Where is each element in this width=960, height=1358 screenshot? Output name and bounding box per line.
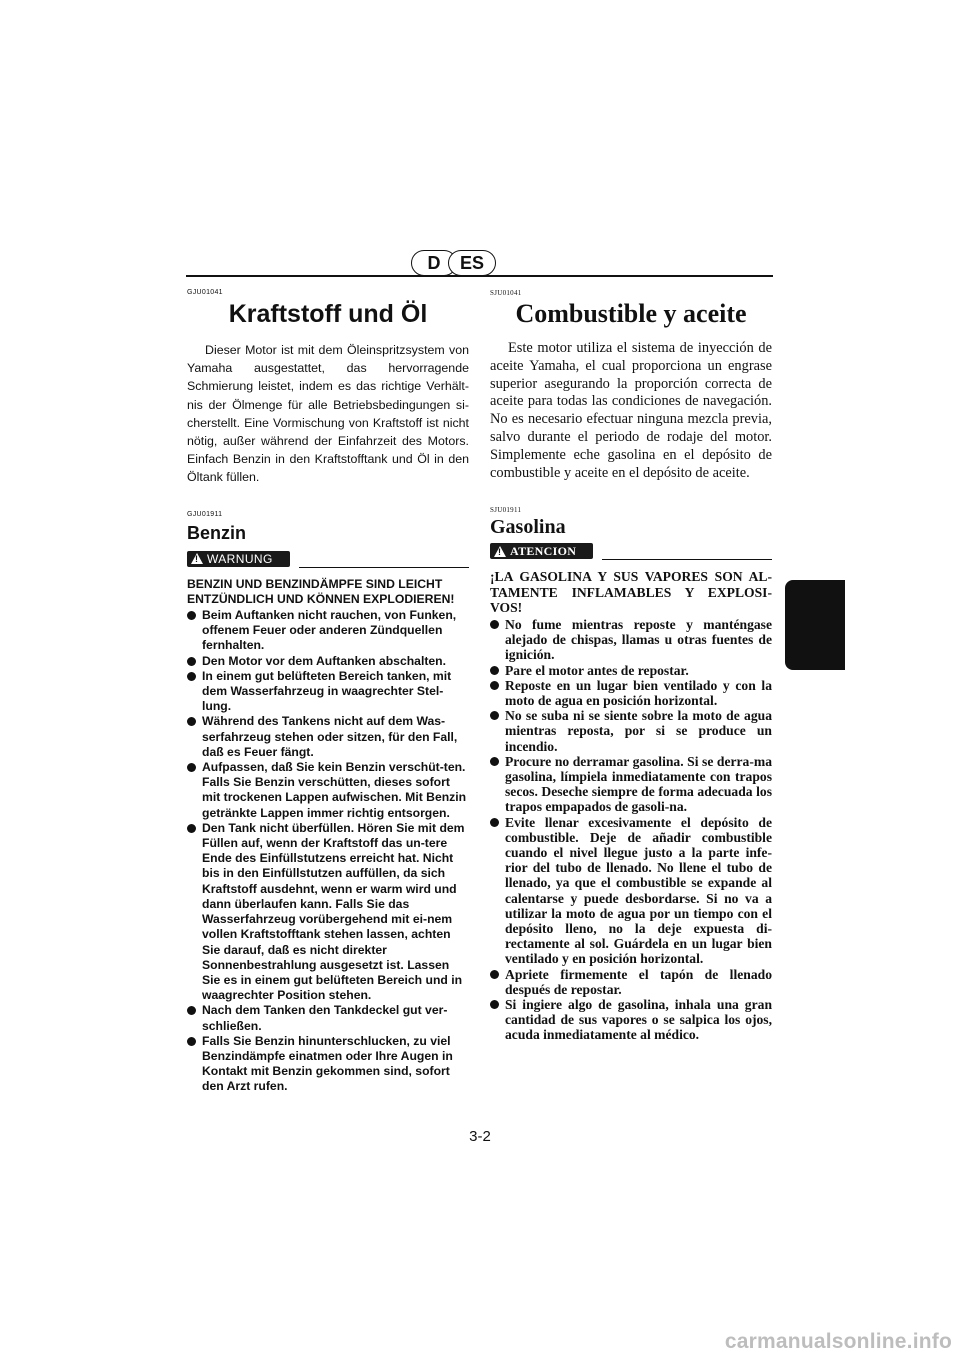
list-item-text: Si ingiere algo de gasolina, inhala una gran cantidad de sus vapores o se salpica los ojos, acuda inmediatamente al médico. — [505, 997, 772, 1043]
spanish-intro: Este motor utiliza el sistema de inyección de aceite Yamaha, el cual proporciona un engrase superior asegurando la proporción correcta de aceite para todas las condiciones de navegación. No es necesario efectuar ninguna mezcla previa, salvo durante el periodo de rodaje del motor. Simplemente eche gasolina en el depósito de combustible y aceite en el depósito de aceite. — [490, 340, 772, 481]
lang-badge-d: D — [411, 250, 457, 276]
bullet-icon — [187, 1006, 196, 1015]
bullet-icon — [490, 818, 499, 827]
spanish-warning-header — [490, 542, 772, 562]
bullet-icon — [187, 1037, 196, 1046]
bullet-icon — [187, 763, 196, 772]
bullet-icon — [490, 1000, 499, 1009]
list-item — [187, 608, 469, 654]
bullet-icon — [490, 681, 499, 690]
list-item — [490, 967, 772, 997]
list-item-text: Den Motor vor dem Auftanken abschalten. — [202, 653, 447, 668]
list-item-text: In einem gut belüfteten Bereich tanken, mit dem Wasserfahrzeug in waagrechter Stel-lung. — [202, 668, 452, 714]
list-item-text: Evite llenar excesivamente el depósito de combustible. Deje de añadir combustible cuando el nivel llegue justo a la parte infe-rior del tubo de llenado. No llene el tubo de llenado, ya que el combustible se expande al calentarse y puede desbordarse. Si no va a utilizar la moto de agua por un tiempo con el depósito lleno, no la deje expuesta di-rectamente al sol. Guárdela en un lugar bien ventilado y en posición horizontal. — [505, 814, 772, 967]
list-item-text: Den Tank nicht überfüllen. Hören Sie mit dem Füllen auf, wenn der Kraftstoff das un-tere Ende des Einfüllstutzens erreicht hat. Nicht bis in den Einfüllstutzen auffüllen, da sich Kraftstoff ausdehnt, wenn er warm wird und dann überlaufen kann. Falls Sie das Wasserfahrzeug vorübergehend mit ei-nem vollen Kraftstofftank stehen lassen, achten Sie darauf, daß es nicht direkter Sonnenbestrahlung ausgesetzt ist. Lassen Sie es in einem gut belüfteten Bereich und in waagrechter Position stehen. — [202, 820, 465, 1003]
list-item-text: No fume mientras reposte y manténgase alejado de chispas, llamas u otras fuentes de ignición. — [505, 616, 772, 663]
warning-rule — [602, 559, 772, 560]
warning-triangle-icon — [191, 553, 203, 564]
list-item — [490, 815, 772, 967]
bullet-icon — [490, 620, 499, 629]
list-item — [187, 669, 469, 715]
spanish-warning-badge — [490, 543, 593, 559]
german-warning-label: WARNUNG — [207, 551, 273, 566]
list-item — [187, 654, 469, 669]
list-item-text: No se suba ni se siente sobre la moto de agua mientras reposta, por si se produce un incendio. — [505, 708, 772, 754]
list-item — [490, 754, 772, 815]
german-bullet-list — [187, 608, 469, 1095]
lang-badge-es: ES — [448, 250, 496, 276]
german-intro: Dieser Motor ist mit dem Öleinspritzsystem von Yamaha ausgestattet, das hervorragende Schmierung leistet, indem es das richtige Verhält-nis der Ölmenge für alle Betriebsbedingungen si-cherstellt. Eine Vormischung von Kraftstoff ist nicht nötig, außer während der Einfahrzeit des Motors. Einfach Benzin in den Kraftstofftank und Öl in den Öltank füllen. — [187, 343, 469, 485]
list-item — [490, 708, 772, 754]
list-item-text: Falls Sie Benzin hinunterschlucken, zu viel Benzindämpfe einatmen oder Ihre Augen in Kontakt mit Benzin gekommen sind, sofort den Arzt rufen. — [202, 1033, 453, 1094]
list-item-text: Aufpassen, daß Sie kein Benzin verschüt-ten. Falls Sie Benzin verschütten, dieses sofort mit trockenen Lappen aufwischen. Mit Benzin getränkte Lappen immer richtig entsorgen. — [202, 760, 467, 820]
german-section-code: GJU01911 — [187, 510, 223, 518]
bullet-icon — [187, 657, 196, 666]
bullet-icon — [187, 672, 196, 681]
german-title: Kraftstoff und Öl — [228, 300, 428, 328]
list-item — [187, 821, 469, 1003]
german-section-title: Benzin — [187, 522, 247, 543]
german-code: GJU01041 — [187, 289, 223, 296]
list-item — [490, 678, 772, 708]
bullet-icon — [490, 970, 499, 979]
bullet-icon — [187, 611, 196, 620]
bullet-icon — [490, 757, 499, 766]
list-item-text: Nach dem Tanken den Tankdeckel gut ver-schließen. — [202, 1003, 448, 1033]
spanish-warning-lead: ¡LA GASOLINA Y SUS VAPORES SON AL-TAMENTE INFLAMABLES Y EXPLOSI-VOS! — [490, 569, 772, 615]
list-item-text: Reposte en un lugar bien ventilado y con la moto de agua en posición horizontal. — [505, 677, 772, 708]
spanish-column — [490, 289, 772, 1043]
german-warning-lead: BENZIN UND BENZINDÄMPFE SIND LEICHT ENTZÜNDLICH UND KÖNNEN EXPLODIEREN! — [187, 576, 455, 606]
list-item — [187, 1003, 469, 1033]
list-item-text: Beim Auftanken nicht rauchen, von Funken, offenem Feuer oder anderen Zündquellen fernhalten. — [202, 608, 457, 653]
list-item-text: Apriete firmemente el tapón de llenado después de repostar. — [505, 966, 772, 997]
spanish-title: Combustible y aceite — [515, 299, 747, 328]
spanish-warning-label: ATENCION — [510, 544, 577, 559]
list-item — [490, 663, 772, 678]
spanish-code: SJU01041 — [490, 289, 522, 297]
spanish-section-title: Gasolina — [490, 516, 566, 539]
list-item — [490, 617, 772, 663]
list-item-text: Procure no derramar gasolina. Si se derra-ma gasolina, límpiela inmediatamente con trapos secos. Deseche siempre de forma adecuada los trapos empapados de gasoli-na. — [505, 753, 772, 815]
list-item — [490, 997, 772, 1043]
german-warning-badge — [187, 551, 290, 567]
watermark-url[interactable]: carmanualsonline.info — [724, 1330, 952, 1353]
bullet-icon — [187, 717, 196, 726]
warning-rule — [299, 567, 469, 568]
list-item-text: Pare el motor antes de repostar. — [505, 662, 689, 678]
list-item-text: Während des Tankens nicht auf dem Was-serfahrzeug stehen oder sitzen, für den Fall, daß es Feuer fängt. — [202, 714, 458, 759]
spanish-section-code: SJU01911 — [490, 506, 522, 515]
bullet-icon — [490, 711, 499, 720]
list-item — [187, 760, 469, 821]
page-number: 3-2 — [469, 1128, 491, 1145]
bullet-icon — [490, 666, 499, 675]
list-item — [187, 714, 469, 760]
chapter-tab-edge — [805, 580, 845, 670]
bullet-icon — [187, 824, 196, 833]
german-warning-header — [187, 550, 469, 570]
spanish-bullet-list — [490, 617, 772, 1043]
list-item — [187, 1034, 469, 1095]
german-column — [187, 289, 469, 1095]
warning-triangle-icon — [494, 546, 506, 557]
language-header — [186, 250, 773, 278]
